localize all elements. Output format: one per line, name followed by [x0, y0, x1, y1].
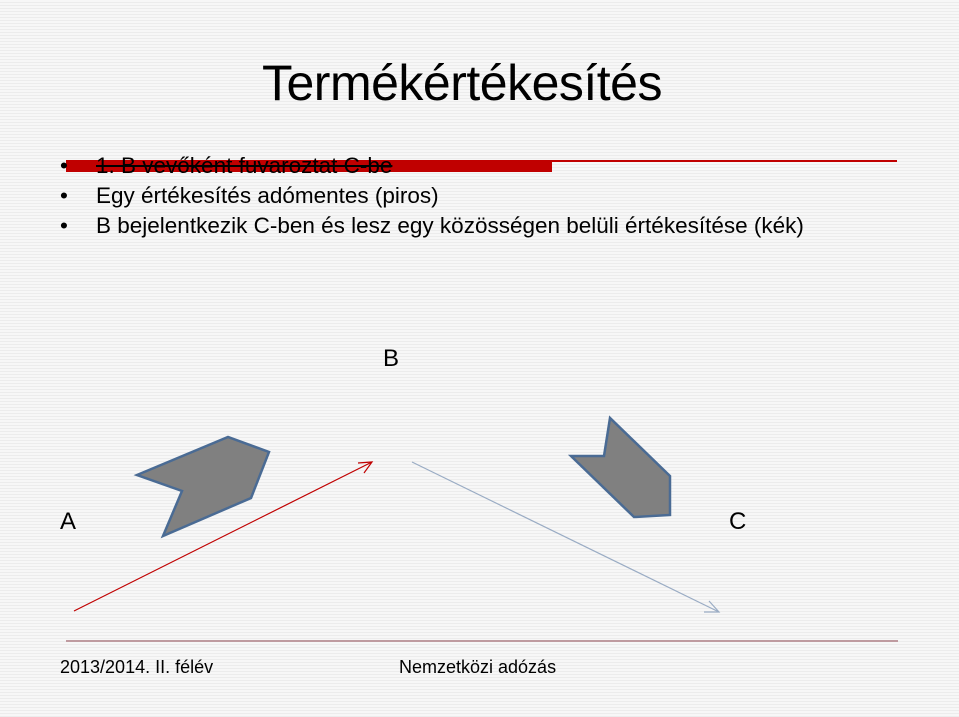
right-block-arrow-shape: [571, 418, 670, 517]
point-c-label: C: [729, 508, 747, 535]
footer-divider: [66, 640, 898, 642]
left-block-arrow-shape: [137, 437, 269, 536]
point-a-label: A: [60, 508, 77, 535]
bullet-item-tax-exempt-sale: • Egy értékesítés adómentes (piros): [60, 183, 940, 208]
footer-course-name: Nemzetközi adózás: [399, 657, 557, 677]
blue-arrow-b-to-c: [412, 462, 719, 612]
bullet-item-transport: • 1. B vevőként fuvaroztat C-be: [60, 153, 940, 178]
footer-semester: 2013/2014. II. félév: [60, 657, 214, 677]
bullet-item-intra-community-sale: • B bejelentkezik C-ben és lesz egy közösségen belüli értékesítése (kék): [60, 213, 940, 238]
slide-title: Termékértékesítés: [262, 55, 662, 111]
point-b-label: B: [383, 345, 400, 372]
